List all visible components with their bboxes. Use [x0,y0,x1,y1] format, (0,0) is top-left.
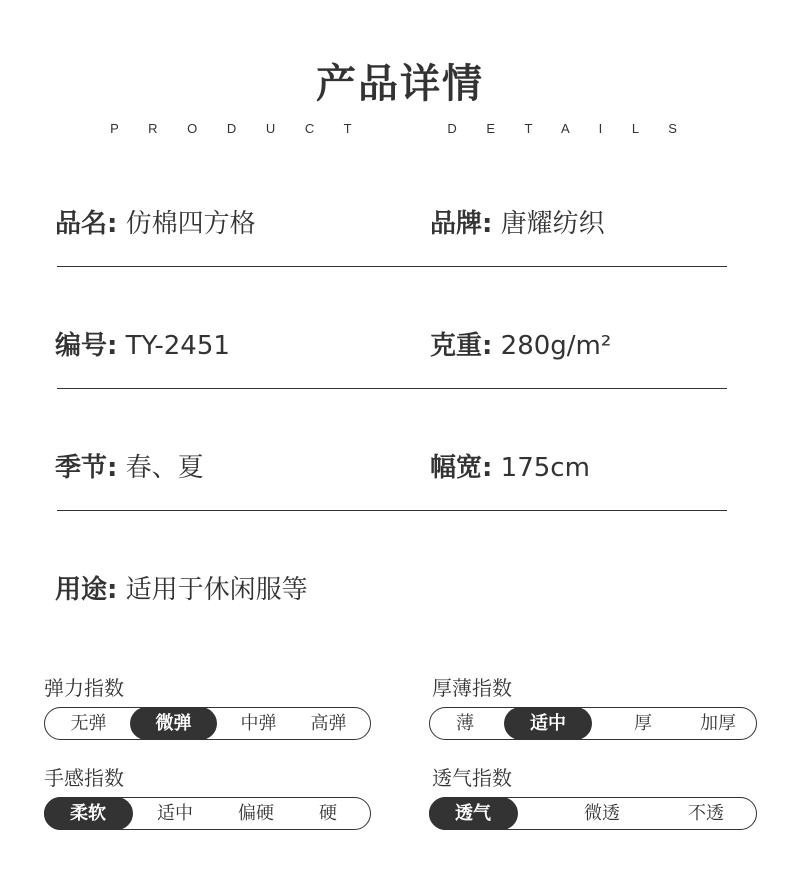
spec-value: 175cm [500,453,590,483]
elasticity-index-scale [44,707,371,740]
scale-option-selected: 柔软 [44,797,133,830]
thickness-index-title: 厚薄指数 [432,676,512,700]
spec-value: 唐耀纺织 [500,209,605,239]
breathability-index-scale [429,797,757,830]
divider [57,388,727,389]
scale-option: 高弹 [310,712,347,734]
scale-option: 偏硬 [238,802,274,824]
scale-option: 厚 [634,712,652,734]
spec-label: 品牌: [430,209,493,239]
handfeel-index-title: 手感指数 [44,766,124,790]
scale-option: 微透 [584,802,620,824]
spec-season [55,447,204,484]
divider [57,266,727,267]
page-subtitle: P R O D U C T D E T A I L S [110,121,690,136]
spec-label: 季节: [55,453,118,483]
spec-code [55,325,230,362]
spec-brand [430,203,605,240]
spec-value: 适用于休闲服等 [125,575,308,605]
spec-value: 280g/m² [500,331,612,361]
spec-value: 春、夏 [125,453,204,483]
spec-value: TY-2451 [125,331,230,361]
scale-option: 无弹 [70,712,107,734]
elasticity-index-title: 弹力指数 [44,676,124,700]
divider [57,510,727,511]
scale-option: 不透 [688,802,724,824]
spec-width [430,447,590,484]
thickness-index-scale [429,707,757,740]
scale-option-selected: 适中 [504,707,592,740]
spec-value: 仿棉四方格 [125,209,256,239]
spec-label: 幅宽: [430,453,493,483]
handfeel-index-scale [44,797,371,830]
spec-label: 克重: [430,331,493,361]
spec-label: 品名: [55,209,118,239]
page-title: 产品详情 [316,61,484,107]
spec-usage [55,569,308,606]
scale-option-selected: 微弹 [130,707,217,740]
spec-label: 编号: [55,331,118,361]
breathability-index-title: 透气指数 [432,766,512,790]
spec-weight [430,325,611,362]
spec-name [55,203,256,240]
scale-option: 适中 [157,802,193,824]
scale-option: 薄 [456,712,474,734]
spec-label: 用途: [55,575,118,605]
scale-option-selected: 透气 [429,797,518,830]
scale-option: 中弹 [240,712,277,734]
scale-option: 加厚 [700,712,736,734]
scale-option: 硬 [319,802,337,824]
